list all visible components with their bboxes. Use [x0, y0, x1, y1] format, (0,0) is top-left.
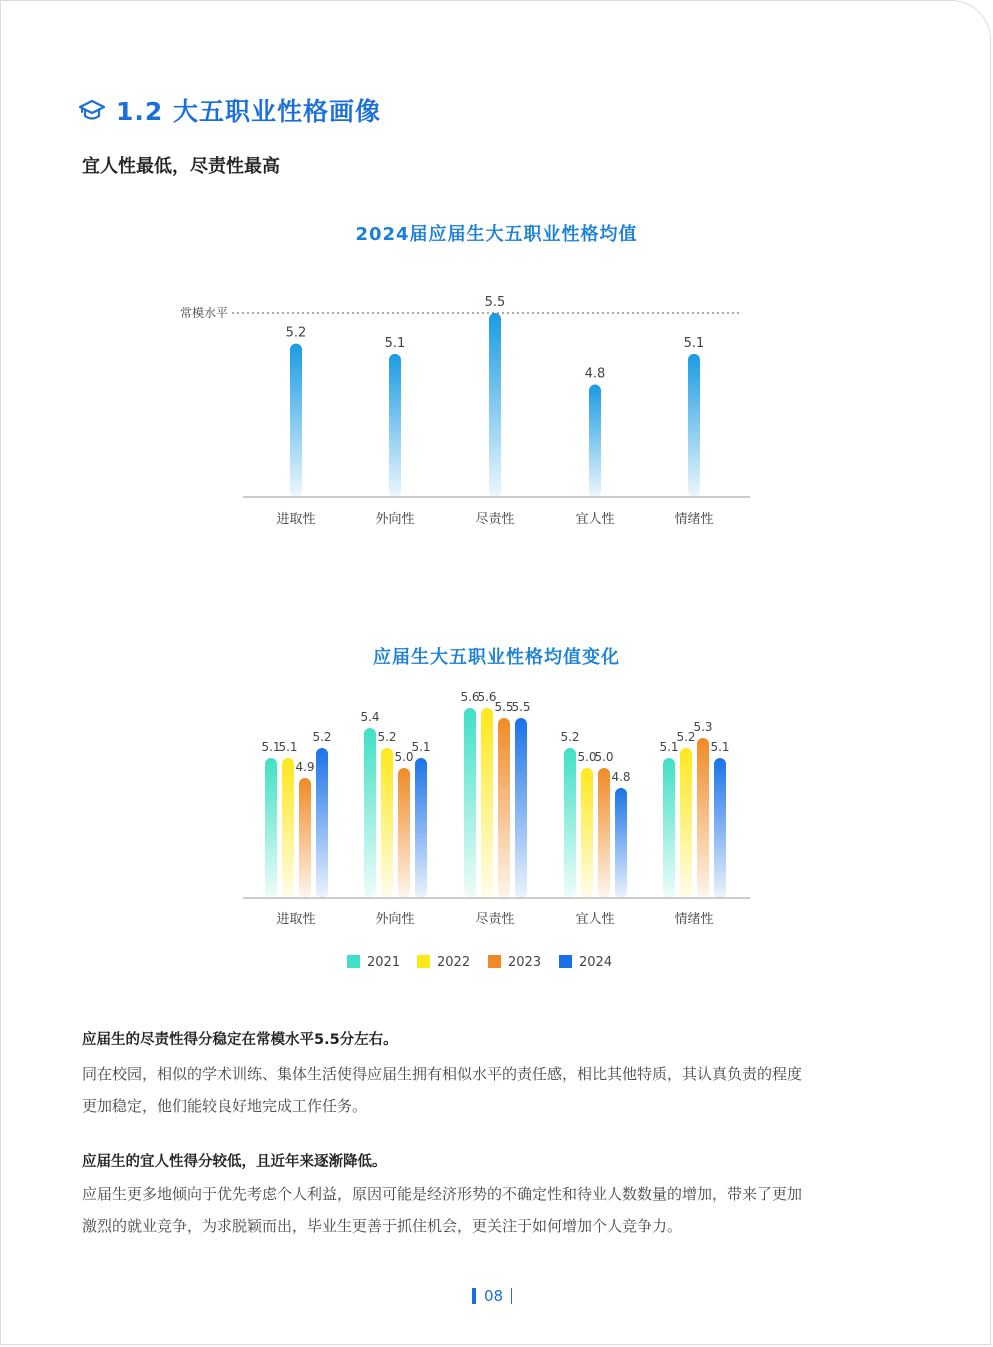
legend-label: 2023 [508, 955, 542, 970]
bar-外向性 [389, 354, 401, 497]
bar-情绪性-2023 [697, 738, 709, 898]
data-label: 5.1 [683, 335, 705, 351]
chart1-title: 2024届应届生大五职业性格均值 [355, 224, 638, 245]
bar-进取性-2021 [265, 758, 277, 898]
data-label: 5.6 [477, 690, 497, 704]
paragraph2-line1: 应届生更多地倾向于优先考虑个人利益，原因可能是经济形势的不确定性和待业人数数量的增加，带来了更加 [82, 1185, 803, 1203]
page-subtitle: 宜人性最低，尽责性最高 [82, 156, 280, 177]
data-label: 5.0 [394, 750, 414, 764]
legend-swatch-2022 [417, 955, 430, 968]
reference-line-label: 常模水平 [179, 306, 228, 320]
page-number-right-bar [511, 1288, 512, 1304]
category-label: 进取性 [276, 912, 316, 927]
data-label: 5.2 [312, 730, 332, 744]
legend-swatch-2024 [559, 955, 572, 968]
bar-尽责性-2024 [515, 718, 527, 898]
paragraph1-line2: 更加稳定，他们能较良好地完成工作任务。 [82, 1097, 368, 1115]
paragraph2-body [82, 1178, 917, 1242]
data-label: 4.8 [611, 770, 631, 784]
paragraph1-line1: 同在校园，相似的学术训练、集体生活使得应届生拥有相似水平的责任感，相比其他特质，其认真负责的程度 [82, 1065, 803, 1083]
data-label: 5.1 [659, 740, 679, 754]
data-label: 5.1 [411, 740, 431, 754]
bar-情绪性-2024 [714, 758, 726, 898]
graduation-cap-icon [78, 96, 106, 124]
bar-宜人性-2021 [564, 748, 576, 898]
data-label: 5.2 [377, 730, 397, 744]
data-label: 5.5 [484, 295, 506, 310]
bar-宜人性-2022 [581, 768, 593, 898]
page-number-left-bar [472, 1288, 476, 1304]
page-number [472, 1287, 512, 1305]
bar-情绪性 [688, 354, 700, 497]
legend-swatch-2023 [488, 955, 501, 968]
data-label: 5.1 [278, 740, 298, 754]
bar-尽责性-2022 [481, 708, 493, 898]
section-title: 1.2 大五职业性格画像 [116, 97, 381, 126]
chart-yearly-change [0, 690, 993, 990]
data-label: 5.1 [710, 740, 730, 754]
data-label: 4.8 [584, 366, 606, 382]
data-label: 5.2 [285, 325, 307, 341]
bar-进取性 [290, 344, 302, 497]
category-label: 宜人性 [575, 912, 615, 927]
legend-label: 2022 [437, 955, 471, 970]
data-label: 5.0 [577, 750, 597, 764]
data-label: 5.6 [460, 690, 480, 704]
chart-2024-averages [0, 280, 993, 540]
data-label: 5.3 [693, 720, 713, 734]
bar-进取性-2023 [299, 778, 311, 898]
bar-尽责性-2023 [498, 718, 510, 898]
bar-尽责性-2021 [464, 708, 476, 898]
bar-宜人性 [589, 385, 601, 497]
category-label: 外向性 [375, 512, 415, 527]
bar-情绪性-2021 [663, 758, 675, 898]
category-label: 宜人性 [575, 512, 615, 527]
bar-外向性-2024 [415, 758, 427, 898]
data-label: 5.5 [494, 700, 514, 714]
data-label: 5.1 [384, 335, 406, 351]
paragraph2-line2: 激烈的就业竞争，为求脱颖而出，毕业生更善于抓住机会，更关注于如何增加个人竞争力。 [82, 1217, 683, 1235]
bar-外向性-2022 [381, 748, 393, 898]
paragraph2-heading: 应届生的宜人性得分较低，且近年来逐渐降低。 [82, 1154, 387, 1170]
legend-label: 2021 [367, 955, 401, 970]
paragraph1-body [82, 1058, 917, 1122]
bar-宜人性-2023 [598, 768, 610, 898]
section-heading [78, 92, 381, 128]
bar-尽责性 [489, 313, 501, 497]
paragraph1-heading: 应届生的尽责性得分稳定在常模水平5.5分左右。 [82, 1032, 398, 1048]
data-label: 4.9 [295, 760, 315, 774]
data-label: 5.0 [594, 750, 614, 764]
category-label: 尽责性 [475, 912, 515, 927]
bar-进取性-2024 [316, 748, 328, 898]
bar-宜人性-2024 [615, 788, 627, 898]
bar-外向性-2023 [398, 768, 410, 898]
category-label: 外向性 [375, 912, 415, 927]
data-label: 5.5 [511, 700, 531, 714]
category-label: 进取性 [276, 512, 316, 527]
bar-外向性-2021 [364, 728, 376, 898]
data-label: 5.4 [360, 710, 380, 724]
page-number-text: 08 [484, 1287, 504, 1305]
data-label: 5.2 [676, 730, 696, 744]
data-label: 5.1 [261, 740, 281, 754]
legend-swatch-2021 [347, 955, 360, 968]
bar-进取性-2022 [282, 758, 294, 898]
legend-label: 2024 [579, 955, 613, 970]
bar-情绪性-2022 [680, 748, 692, 898]
category-label: 尽责性 [475, 512, 515, 527]
category-label: 情绪性 [674, 912, 714, 927]
category-label: 情绪性 [674, 512, 714, 527]
data-label: 5.2 [560, 730, 580, 744]
chart2-title: 应届生大五职业性格均值变化 [373, 647, 620, 668]
